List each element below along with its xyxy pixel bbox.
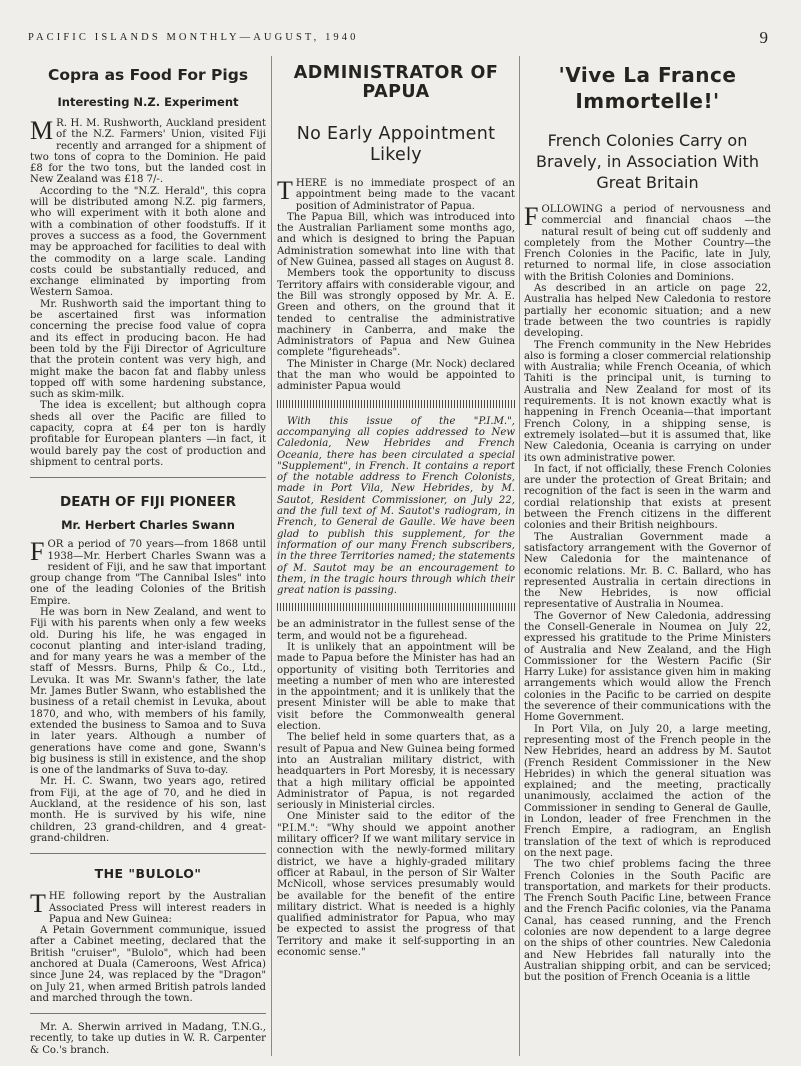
papua-subhead: No Early Appointment Likely bbox=[296, 124, 496, 165]
papua-paragraph: The belief held in some quarters that, as a result of Papua and New Guinea being formed into an Australian military district, with headquarters in Port Moresby, it is necessary that a high military official be appointed Administrator of Papua, is not regarded seriously in Ministerial circles. bbox=[277, 732, 515, 812]
copra-dropcap: M bbox=[30, 116, 54, 145]
supplement-note bbox=[277, 416, 515, 597]
papua-paragraph: Members took the opportunity to discuss Territory affairs with considerable vigour, and the Bill was strongly opposed by Mr. A. E. Green and others, on the ground that it tended to centralise the administrative machinery in Canberra, and make the Administrators of Papua and New Guinea complete "figureheads". bbox=[277, 268, 515, 359]
sherwin-note: Mr. A. Sherwin arrived in Madang, T.N.G., recently, to take up duties in W. R. Carpenter & Co.'s branch. bbox=[30, 1022, 266, 1056]
section-divider bbox=[30, 1013, 266, 1014]
bulolo-dropcap: T bbox=[30, 889, 46, 919]
papua-dropcap: T bbox=[277, 176, 293, 205]
article-papua-continued bbox=[277, 619, 515, 958]
papua-paragraph: The Minister in Charge (Mr. Nock) declared that the man who would be appointed to administer Papua would bbox=[277, 358, 515, 393]
france-dropcap: F bbox=[524, 202, 539, 231]
article-fiji-pioneer bbox=[30, 494, 266, 844]
running-head-text: PACIFIC ISLANDS MONTHLY—AUGUST, 1940 bbox=[28, 32, 359, 43]
fiji-paragraph: Mr. H. C. Swann, two years ago, retired from Fiji, at the age of 70, and he died in Auckland, at the residence of his son, last month. He is survived by his wife, nine children, 23 grand-children, and 4 great-grand-children. bbox=[30, 776, 266, 844]
fiji-paragraph: OR a period of 70 years—from 1868 until 1938—Mr. Herbert Charles Swann was a resident of Fiji, and he saw that important group change from "The Cannibal Isles" into one of the leading Colonies of the British Empire. bbox=[30, 539, 266, 607]
bulolo-paragraph: HE following report by the Australian Associated Press will interest readers in Papua and New Guinea: bbox=[48, 891, 266, 925]
papua-paragraph: One Minister said to the editor of the "P.I.M.": "Why should we appoint another military officer? If we want military service in connection with the newly-formed military district, we have a highly-graded military officer at Rabaul, in the person of Sir Walter McNicoll, whose services presumably would be available for the benefit of the entire military district. What is needed is a highly qualified administrator for Papua, who may be expected to assist the progress of that Territory and make it self-supporting in an economic sense." bbox=[277, 811, 515, 958]
fiji-paragraph: He was born in New Zealand, and went to Fiji with his parents when only a few weeks old. During his life, he was engaged in coconut planting and inter-island trading, and for many years he was a member of the staff of Messrs. Burns, Philp & Co., Ltd., Levuka. It was Mr. Swann's father, the late Mr. James Butler Swann, who established the business of a retail chemist in Levuka, about 1870, and who, with members of his family, extended the business to Samoa and to Suva in later years. Although a number of generations have come and gone, Swann's big business is still in existence, and the shop is one of the landmarks of Suva to-day. bbox=[30, 606, 266, 777]
france-paragraph: The French community in the New Hebrides also is forming a closer commercial relationship with Australia; while French Oceania, of which Tahiti is the principal unit, is turning to Australia and New Zealand for most of its requirements. It is not known exactly what is happening in French Oceania—that important French Colony, in a shipping sense, is extremely isolated—but it is assumed that, like New Caledonia, Oceania is carrying on under its own administrative power. bbox=[524, 339, 771, 464]
hatched-rule bbox=[277, 603, 515, 611]
fiji-headline: DEATH OF FIJI PIONEER bbox=[60, 494, 236, 511]
france-paragraph: OLLOWING a period of nervousness and commercial and financial chaos —the natural result of being cut off suddenly and completely from the Mother Country—the French Colonies in the Pacific, late in July, returned to normal life, in close association with the British Colonies and Dominions. bbox=[524, 204, 771, 283]
section-divider bbox=[30, 853, 266, 854]
copra-deck: Interesting N.Z. Experiment bbox=[57, 95, 239, 109]
france-headline: 'Vive La France Immortelle!' bbox=[558, 63, 737, 113]
france-paragraph: In Port Vila, on July 20, a large meeting, representing most of the French people in the New Hebrides, heard an address by M. Sautot (French Resident Commissioner in the New Hebrides) in which the general situation was explained; and the meeting, practically unanimously, acclaimed the action of the Commissioner in sending to General de Gaulle, in London, leader of free Frenchmen in the French Empire, a radiogram, an English translation of the text of which is reproduced on the next page. bbox=[524, 723, 771, 859]
column-left bbox=[30, 58, 266, 1066]
column-right bbox=[524, 58, 771, 1066]
france-paragraph: As described in an article on page 22, Australia has helped New Caledonia to restore partially her economic situation; and a new trade between the two countries is rapidly developing. bbox=[524, 283, 771, 340]
france-paragraph: The two chief problems facing the three French Colonies in the South Pacific are transportation, and markets for their products. The French South Pacific Line, between France and the French Pacific colonies, via the Panama Canal, has ceased running, and the French colonies are now dependent to a large degree on the ships of other countries. New Caledonia and New Hebrides fall naturally into the Australian shipping orbit, and can be serviced; but the position of French Oceania is a little bbox=[524, 859, 771, 984]
supplement-note-text: With this issue of the "P.I.M.", accompanying all copies addressed to New Caledonia, New Hebrides and French Oceania, there has been circulated a special "Supplement", in French. It contains a report of the notable address to French Colonists, made in Port Vila, New Hebrides, by M. Sautot, Resident Commissioner, on July 22, and the full text of M. Sautot's radiogram, in French, to General de Gaulle. We have been glad to publish this supplement, for the information of our many French subscribers, in the three Territories named; the statements of M. Sautot may be an encouragement to them, in the tragic hours through which their great nation is passing. bbox=[277, 415, 515, 597]
france-paragraph: The Governor of New Caledonia, addressing the Consell-Generale in Noumea on July 22, expressed his gratitude to the Prime Ministers of Australia and New Zealand, and the High Commissioner for the Western Pacific (Sir Harry Luke) for assistance given him in making arrangements which would allow the French colonies in the Pacific to be carried on despite the severence of their communications with the Home Government. bbox=[524, 610, 771, 724]
france-subhead: French Colonies Carry on Bravely, in Association With Great Britain bbox=[536, 131, 759, 192]
section-divider bbox=[30, 477, 266, 478]
copra-paragraph: Mr. Rushworth said the important thing to be ascertained first was information concerning the precise food value of copra and its effect in producing bacon. He had been told by the Fiji Director of Agriculture that the protein content was very high, and might make the bacon fat and flabby unless topped off with some hardening substance, such as skim-milk. bbox=[30, 298, 266, 401]
column-rule-left bbox=[271, 56, 272, 1056]
column-rule-right bbox=[519, 56, 520, 1056]
france-paragraph: In fact, if not officially, these French Colonies are under the protection of Great Britain; and recognition of the fact is seen in the warm and cordial relationship that exists at present between the French citizens in the different colonies and their British neighbours. bbox=[524, 463, 771, 532]
papua-paragraph: HERE is no immediate prospect of an appointment being made to the vacant position of Administrator of Papua. bbox=[295, 178, 515, 212]
fiji-dropcap: F bbox=[30, 537, 45, 567]
article-france bbox=[524, 204, 771, 983]
page-number: 9 bbox=[759, 28, 768, 47]
copra-paragraph: The idea is excellent; but although copra sheds all over the Pacific are filled to capacity, copra at £4 per ton is hardly profitable for European planters —in fact, it would barely pay the cost of production and shipment to central ports. bbox=[30, 400, 266, 468]
article-copra bbox=[30, 66, 266, 468]
copra-paragraph: According to the "N.Z. Herald", this copra will be distributed among N.Z. pig farmers, who will experiment with it both alone and with a combination of other foodstuffs. If it proves a success as a food, the Government may be approached for facilities to deal with the commodity on a large scale. Landing costs could be substantially reduced, and exchange eliminated by importing from Western Samoa. bbox=[30, 185, 266, 299]
bulolo-paragraph: A Petain Government communique, issued after a Cabinet meeting, declared that the British "cruiser", "Bulolo", which had been anchored at Duala (Cameroons, West Africa) since June 24, was replaced by the "Dragon" on July 21, when armed British patrols landed and marched through the town. bbox=[30, 925, 266, 1004]
copra-headline: Copra as Food For Pigs bbox=[47, 66, 249, 84]
bulolo-headline: THE "BULOLO" bbox=[94, 866, 202, 882]
france-paragraph: The Australian Government made a satisfactory arrangement with the Governor of New Caledonia for the maintenance of economic relations. Mr. B. C. Ballard, who has represented Australia in certain directions in the New Hebrides, is now official representative of Australia in Noumea. bbox=[524, 531, 771, 611]
article-bulolo bbox=[30, 866, 266, 1004]
papua-paragraph: The Papua Bill, which was introduced into the Australian Parliament some months ago, and which is designed to bring the Papuan Administration somewhat into line with that of New Guinea, passed all stages on August 8. bbox=[277, 211, 515, 269]
hatched-rule bbox=[277, 400, 515, 408]
papua-headline: ADMINISTRATOR OF PAPUA bbox=[293, 63, 499, 102]
article-papua bbox=[277, 178, 515, 393]
papua-paragraph: It is unlikely that an appointment will be made to Papua before the Minister has had an opportunity of visiting both Territories and meeting a number of men who are interested in the appointment; and it is unlikely that the present Minister will be able to make that visit before the Commonwealth general election. bbox=[277, 641, 515, 733]
column-middle bbox=[277, 58, 515, 1066]
papua-paragraph: be an administrator in the fullest sense of the term, and would not be a figurehead. bbox=[277, 619, 515, 642]
copra-paragraph: R. H. M. Rushworth, Auckland president of the N.Z. Farmers' Union, visited Fiji recently and arranged for a shipment of two tons of copra to the Dominion. He paid £8 for the two tons, but the landed cost in New Zealand was £18 7/-. bbox=[30, 118, 266, 186]
fiji-deck: Mr. Herbert Charles Swann bbox=[61, 518, 235, 533]
running-head bbox=[28, 28, 768, 52]
